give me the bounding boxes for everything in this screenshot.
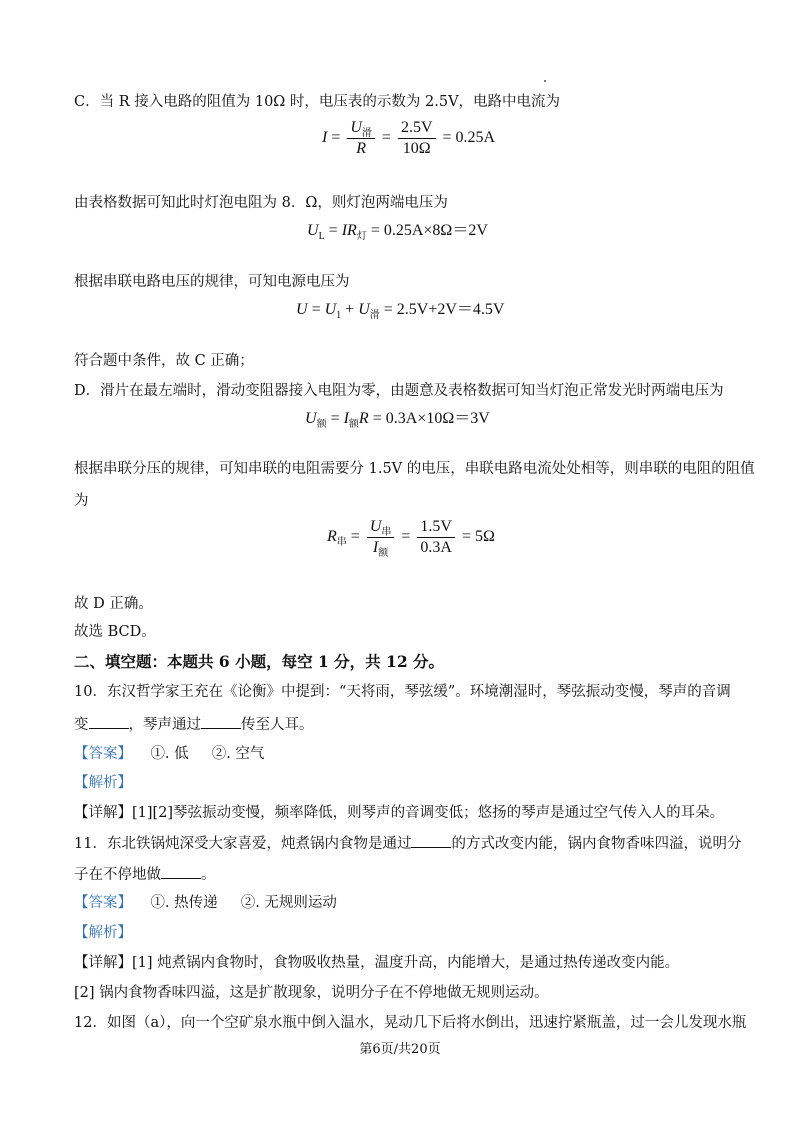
eq2-rhs: 0.25A×8Ω＝2V (383, 222, 488, 239)
q11-line2 (74, 864, 730, 885)
eq2-mid-var: IR (341, 222, 357, 239)
q10-detail-line (74, 803, 730, 823)
eq1-num-sub: 滑 (361, 128, 372, 139)
option-c-conclusion: 符合题中条件，故 C 正确； (74, 353, 254, 369)
q10-detail: [1][2]琴弦振动变慢，频率降低，则琴声的音调变低；悠扬的琴声是通过空气传入人的耳朵。 (132, 805, 725, 821)
eq4-lhs-sub: 额 (316, 419, 327, 430)
eq3-t1-sub: 1 (336, 310, 342, 321)
series-voltage-rule: 根据串联电路电压的规律，可知电源电压为 (74, 274, 350, 290)
option-c-intro: C．当 R 接入电路的阻值为 10Ω 时，电压表的示数为 2.5V，电路中电流为 (74, 94, 561, 110)
equation-current: I = $\frac{U_滑}{R}$ = $\frac{2.5V}{10\Omega}$ = 0.25A (322, 119, 496, 157)
eq5-lhs-var: R (327, 528, 337, 546)
voltage-divider-rule-cont: 为 (74, 493, 89, 509)
section-title: 二、填空题：本题共 6 小题，每空 1 分，共 12 分。 (74, 652, 445, 671)
equation-series-resistance: $R_串$ = $\frac{U_串}{I_额}$ = $\frac{1.5V}{0.3A}$ = 5Ω (327, 518, 495, 559)
q12-line1: 12．如图（a），向一个空矿泉水瓶中倒入温水，晃动几下后将水倒出，迅速拧紧瓶盖，过一会儿发现水瓶 (74, 1015, 747, 1031)
option-d-intro: D．滑片在最左端时，滑动变阻器接入电阻为零，由题意及表格数据可知当灯泡正常发光时两端电压为 (74, 383, 724, 399)
q10-blank-1 (89, 714, 129, 729)
q11-detail-line2: [2] 锅内食物香味四溢，这是扩散现象，说明分子在不停地做无规则运动。 (74, 985, 549, 1001)
final-choice: 故选 BCD。 (74, 624, 156, 640)
q11-blank-2 (161, 864, 201, 879)
q11-text-b: 的方式改变内能，锅内食物香味四溢，说明分 (451, 836, 742, 852)
equation-source-voltage: $U = U_1 + U_滑 = 2.5V+2V=4.5V$ (296, 301, 505, 321)
q11-answer-line (74, 893, 730, 913)
q10-answer-line (74, 744, 730, 764)
q10-line2 (74, 714, 730, 735)
eq5-fraction-symbolic (367, 517, 395, 558)
voltage-divider-rule: 根据串联分压的规律，可知串联的电阻需要分 1.5V 的电压，串联电路电流处处相等，则串联的电阻的阻值 (74, 461, 755, 477)
eq3-t2: U (358, 301, 370, 318)
eq3-t2-sub: 滑 (369, 310, 380, 321)
q10-line1: 10．东汉哲学家王充在《论衡》中提到：“天将雨，琴弦缓”。环境潮湿时，琴弦振动变慢，琴声的音调 (74, 684, 731, 700)
q10-answer-tag: 【答案】 (74, 746, 132, 762)
q11-analysis-tag: 【解析】 (74, 925, 132, 941)
eq4-rhs: 0.3A×10Ω＝3V (385, 410, 490, 427)
q10-text-a: 变 (74, 717, 89, 733)
equation-lamp-voltage: $U_L = IR_灯 = 0.25A\times 8\Omega=2V$ (307, 222, 488, 242)
q10-blank-2 (201, 714, 241, 729)
eq3-rhs: 2.5V+2V＝4.5V (396, 301, 505, 318)
q11-text-c: 子在不停地做 (74, 867, 161, 883)
eq1-den2: 10Ω (402, 140, 431, 157)
equation-rated-voltage: $U_额 = I_额R = 0.3A\times 10\Omega=3V$ (305, 410, 490, 430)
eq1-den-var: R (356, 140, 367, 157)
q11-text-d: 。 (201, 867, 216, 883)
eq5-lhs-sub: 串 (336, 537, 347, 549)
eq1-fraction-symbolic (347, 118, 375, 159)
q11-detail-tag: 【详解】 (74, 955, 132, 971)
eq1-num-var: U (350, 119, 362, 136)
q11-detail1: [1] 炖煮锅内食物时，食物吸收热量，温度升高，内能增大，是通过热传递改变内能。 (132, 955, 680, 971)
eq1-fraction-numeric (398, 118, 436, 159)
q10-text-c: 传至人耳。 (241, 717, 314, 733)
table-data-line: 由表格数据可知此时灯泡电阻为 8．Ω，则灯泡两端电压为 (74, 195, 448, 211)
page-footer: 第6页/共20页 (359, 1042, 441, 1057)
q10-text-b: ，琴声通过 (128, 717, 201, 733)
eq2-mid-sub: 灯 (356, 231, 367, 242)
eq5-den2: 0.3A (420, 539, 452, 556)
option-d-conclusion: 故 D 正确。 (74, 596, 153, 612)
eq4-lhs-var: U (305, 410, 317, 427)
eq5-num-var: U (369, 518, 382, 535)
q11-answer: ①. 热传递 ②. 无规则运动 (150, 895, 337, 911)
eq1-lhs: I (322, 129, 328, 147)
q11-text-a: 11．东北铁锅炖深受大家喜爱，炖煮锅内食物是通过 (74, 836, 412, 852)
eq2-lhs-var: U (307, 222, 319, 239)
q10-detail-tag: 【详解】 (74, 805, 132, 821)
q11-line1 (74, 833, 742, 854)
eq5-den-sub: 额 (378, 548, 389, 559)
q11-detail-line1 (74, 953, 730, 973)
q10-answer: ①. 低 ②. 空气 (150, 746, 265, 762)
q11-blank-1 (411, 833, 451, 848)
q11-answer-tag: 【答案】 (74, 895, 132, 911)
eq2-lhs-sub: L (318, 231, 325, 242)
eq5-num2: 1.5V (417, 517, 455, 538)
eq4-mid-sub: 额 (348, 419, 359, 430)
eq3-t1: U (324, 301, 337, 318)
speck-mark (544, 80, 546, 82)
eq4-r-var: R (358, 410, 369, 427)
eq3-lhs: U (296, 301, 308, 318)
eq5-result: 5Ω (475, 528, 495, 546)
eq5-num-sub: 串 (381, 527, 392, 538)
eq1-result: 0.25A (455, 129, 496, 147)
q10-analysis-tag: 【解析】 (74, 775, 132, 791)
eq5-fraction-numeric (417, 517, 455, 558)
eq1-num2: 2.5V (398, 118, 436, 139)
eq5-den-var: I (372, 539, 379, 556)
eq4-mid-var: I (343, 410, 349, 427)
